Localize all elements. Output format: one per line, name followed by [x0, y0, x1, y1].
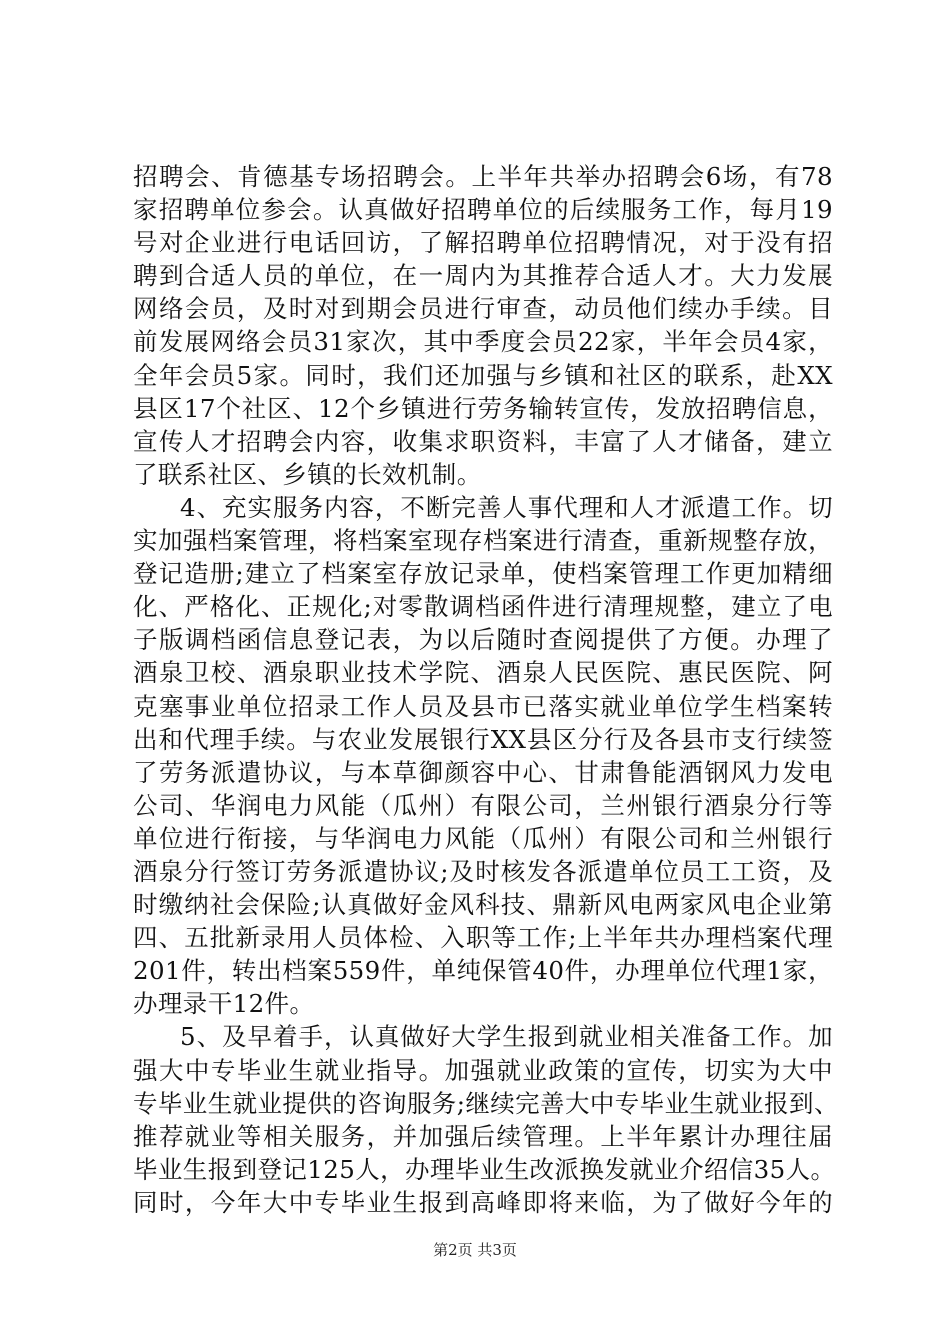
text-line: 了劳务派遣协议，与本草御颜容中心、甘肃鲁能酒钢风力发电 [133, 757, 833, 787]
text-line: 全年会员5家。同时，我们还加强与乡镇和社区的联系，赴XX [133, 360, 833, 390]
text-line: 酒泉卫校、酒泉职业技术学院、酒泉人民医院、惠民医院、阿 [133, 658, 833, 688]
text-line: 了联系社区、乡镇的长效机制。 [133, 459, 482, 489]
text-line: 4、充实服务内容，不断完善人事代理和人才派遣工作。切 [180, 492, 833, 522]
text-line: 酒泉分行签订劳务派遣协议;及时核发各派遣单位员工工资，及 [133, 856, 833, 886]
text-line: 招聘会、肯德基专场招聘会。上半年共举办招聘会6场，有78 [133, 162, 833, 191]
page-number-footer: 第2页 共3页 [433, 1241, 517, 1259]
text-line: 家招聘单位参会。认真做好招聘单位的后续服务工作，每月19 [133, 195, 833, 225]
text-line: 专毕业生就业提供的咨询服务;继续完善大中专毕业生就业报到、 [133, 1088, 839, 1118]
text-line: 实加强档案管理，将档案室现存档案进行清查，重新规整存放， [133, 526, 833, 556]
text-line: 号对企业进行电话回访，了解招聘单位招聘情况，对于没有招 [133, 228, 833, 258]
text-line: 聘到合适人员的单位，在一周内为其推荐合适人才。大力发展 [133, 261, 833, 291]
text-line: 时缴纳社会保险;认真做好金风科技、鼎新风电两家风电企业第 [133, 890, 833, 920]
text-line: 登记造册;建立了档案室存放记录单，使档案管理工作更加精细 [133, 559, 833, 589]
text-line: 同时，今年大中专毕业生报到高峰即将来临，为了做好今年的 [133, 1187, 833, 1217]
text-line: 出和代理手续。与农业发展银行XX县区分行及各县市支行续签 [133, 724, 833, 754]
text-line: 201件，转出档案559件，单纯保管40件，办理单位代理1家， [133, 956, 833, 986]
text-line: 单位进行衔接，与华润电力风能（瓜州）有限公司和兰州银行 [133, 823, 833, 853]
text-line: 克塞事业单位招录工作人员及县市已落实就业单位学生档案转 [133, 691, 833, 721]
text-line: 前发展网络会员31家次，其中季度会员22家，半年会员4家， [133, 327, 833, 357]
text-line: 县区17个社区、12个乡镇进行劳务输转宣传，发放招聘信息， [133, 393, 833, 423]
text-line: 子版调档函信息登记表，为以后随时查阅提供了方便。办理了 [133, 625, 833, 655]
text-line: 强大中专毕业生就业指导。加强就业政策的宣传，切实为大中 [133, 1055, 833, 1085]
text-line: 四、五批新录用人员体检、入职等工作;上半年共办理档案代理 [133, 923, 833, 953]
text-line: 毕业生报到登记125人，办理毕业生改派换发就业介绍信35人。 [133, 1154, 836, 1184]
text-line: 宣传人才招聘会内容，收集求职资料，丰富了人才储备，建立 [133, 426, 833, 456]
text-line: 公司、华润电力风能（瓜州）有限公司，兰州银行酒泉分行等 [133, 790, 833, 820]
text-line: 推荐就业等相关服务，并加强后续管理。上半年累计办理往届 [133, 1121, 833, 1151]
document-body [133, 160, 839, 1219]
text-line: 化、严格化、正规化;对零散调档函件进行清理规整，建立了电 [133, 592, 833, 622]
text-line: 5、及早着手，认真做好大学生报到就业相关准备工作。加 [180, 1022, 833, 1052]
text-line: 网络会员，及时对到期会员进行审查，动员他们续办手续。目 [133, 294, 833, 324]
text-line: 办理录干12件。 [133, 989, 315, 1019]
